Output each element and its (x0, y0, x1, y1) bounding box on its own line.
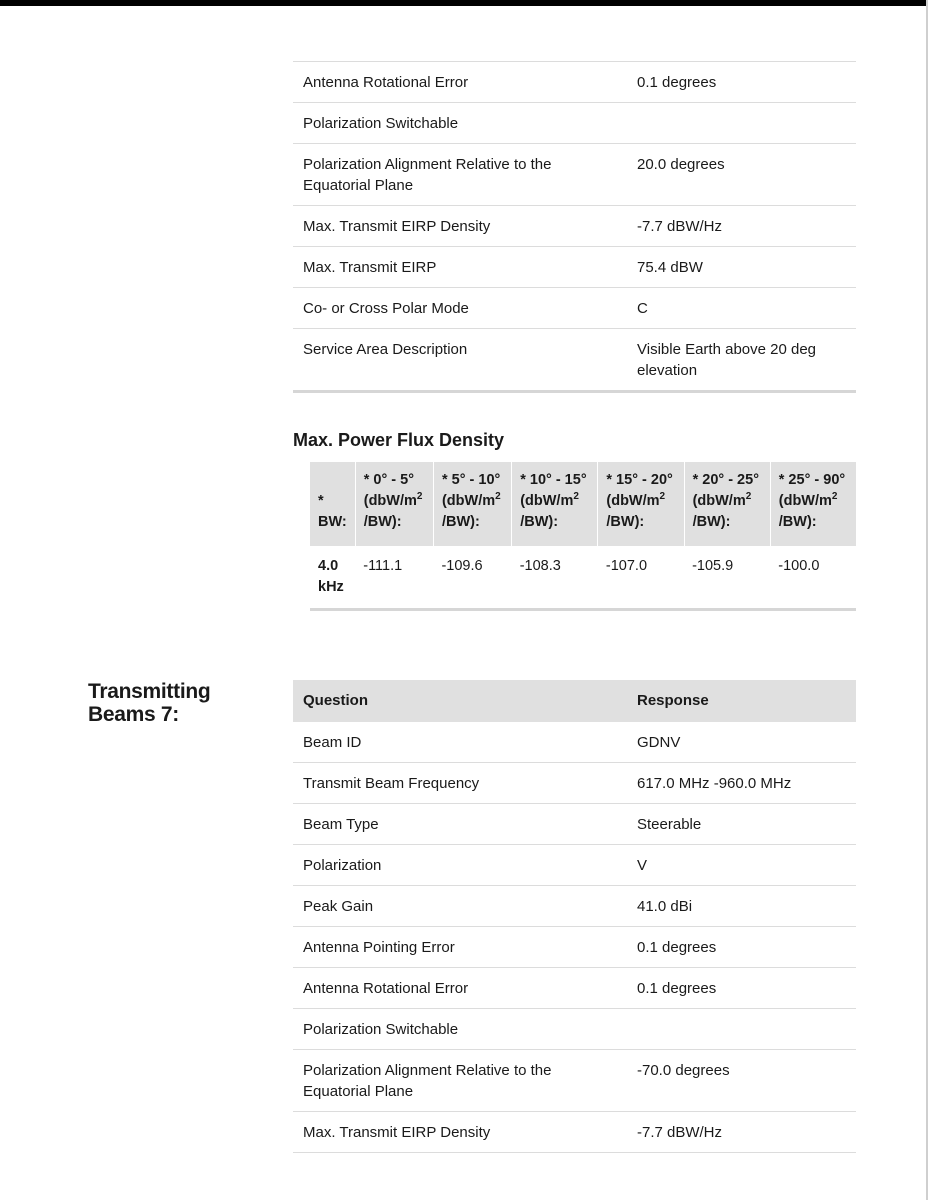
response-cell (627, 103, 856, 144)
pfd-table (310, 462, 856, 611)
table-row (293, 804, 856, 845)
pfd-header-20-25: * 20° - 25° ($dbW/m^2$ /BW): (684, 462, 770, 546)
table-row (293, 968, 856, 1009)
top-bar (0, 0, 928, 6)
pfd-value: -105.9 (692, 558, 734, 574)
beam7-table (293, 680, 856, 1153)
question-cell: Polarization (303, 857, 382, 874)
question-cell: Max. Transmit EIRP Density (303, 218, 491, 235)
table-row (293, 763, 856, 804)
question-cell: Beam Type (303, 816, 379, 833)
pfd-header-25-90: * 25° - 90° ($dbW/m^2$ /BW): (778, 472, 846, 530)
question-cell: Polarization Switchable (303, 1021, 459, 1038)
pfd-value: -100.0 (778, 558, 820, 574)
response-cell: -7.7 dBW/Hz (637, 1124, 723, 1141)
table-row (293, 886, 856, 927)
pfd-header-row (310, 462, 856, 546)
response-cell: V (637, 857, 648, 874)
table-row (293, 103, 856, 144)
response-cell: 0.1 degrees (637, 74, 717, 91)
table-row (293, 247, 856, 288)
question-cell: Polarization Alignment Relative to the Equatorial Plane (303, 156, 552, 194)
beam-details-table (293, 61, 856, 393)
table-row (293, 62, 856, 103)
response-cell: 0.1 degrees (637, 980, 717, 997)
pfd-header-0-5: * 0° - 5° ($dbW/m^2$ /BW): (355, 462, 433, 546)
pfd-value: -109.6 (441, 558, 483, 574)
pfd-header-5-10: * 5° - 10° ($dbW/m^2$ /BW): (433, 462, 511, 546)
question-cell: Peak Gain (303, 898, 374, 915)
response-cell: Visible Earth above 20 deg elevation (637, 341, 817, 379)
question-header: Question (303, 692, 369, 709)
question-cell: Antenna Rotational Error (303, 980, 469, 997)
table-row (293, 1009, 856, 1050)
response-cell: 0.1 degrees (637, 939, 717, 956)
response-cell: 20.0 degrees (637, 156, 725, 173)
pfd-value: -111.1 (363, 558, 403, 574)
response-cell (627, 1009, 856, 1050)
pfd-bw-value: 4.0 kHz (318, 558, 344, 595)
pfd-value: -108.3 (519, 558, 561, 574)
pfd-header-15-20: * 15° - 20° ($dbW/m^2$ /BW): (598, 462, 684, 546)
response-cell: Steerable (637, 816, 702, 833)
pfd-header-bw: * BW: (310, 462, 355, 546)
pfd-value: -107.0 (605, 558, 648, 574)
table-header-row (293, 680, 856, 722)
table-row (293, 845, 856, 886)
question-cell: Antenna Pointing Error (303, 939, 455, 956)
question-cell: Transmit Beam Frequency (303, 775, 480, 792)
response-cell: 41.0 dBi (637, 898, 693, 915)
question-cell: Max. Transmit EIRP Density (303, 1124, 491, 1141)
question-cell: Max. Transmit EIRP (303, 259, 437, 276)
table-row (293, 206, 856, 247)
table-row (293, 288, 856, 329)
question-cell: Beam ID (303, 734, 362, 751)
table-row (293, 144, 856, 206)
section-heading: Transmitting Beams 7: (88, 680, 211, 726)
pfd-data-row (310, 546, 856, 610)
table-row (293, 1112, 856, 1153)
response-cell: 75.4 dBW (637, 259, 703, 276)
response-cell: 617.0 MHz -960.0 MHz (637, 775, 792, 792)
question-cell: Service Area Description (303, 341, 468, 358)
response-cell: GDNV (637, 734, 681, 751)
pfd-header-10-15: * 10° - 15° ($dbW/m^2$ /BW): (512, 462, 598, 546)
question-cell: Polarization Alignment Relative to the Equatorial Plane (303, 1062, 552, 1100)
table-row (293, 722, 856, 763)
question-cell: Co- or Cross Polar Mode (303, 300, 469, 317)
response-cell: -7.7 dBW/Hz (637, 218, 723, 235)
question-cell: Polarization Switchable (303, 115, 459, 132)
pfd-title: Max. Power Flux Density (293, 430, 505, 450)
table-row (293, 329, 856, 392)
response-cell: C (637, 300, 648, 317)
table-row (293, 1050, 856, 1112)
response-cell: -70.0 degrees (637, 1062, 730, 1079)
response-header: Response (637, 692, 709, 709)
table-row (293, 927, 856, 968)
question-cell: Antenna Rotational Error (303, 74, 469, 91)
